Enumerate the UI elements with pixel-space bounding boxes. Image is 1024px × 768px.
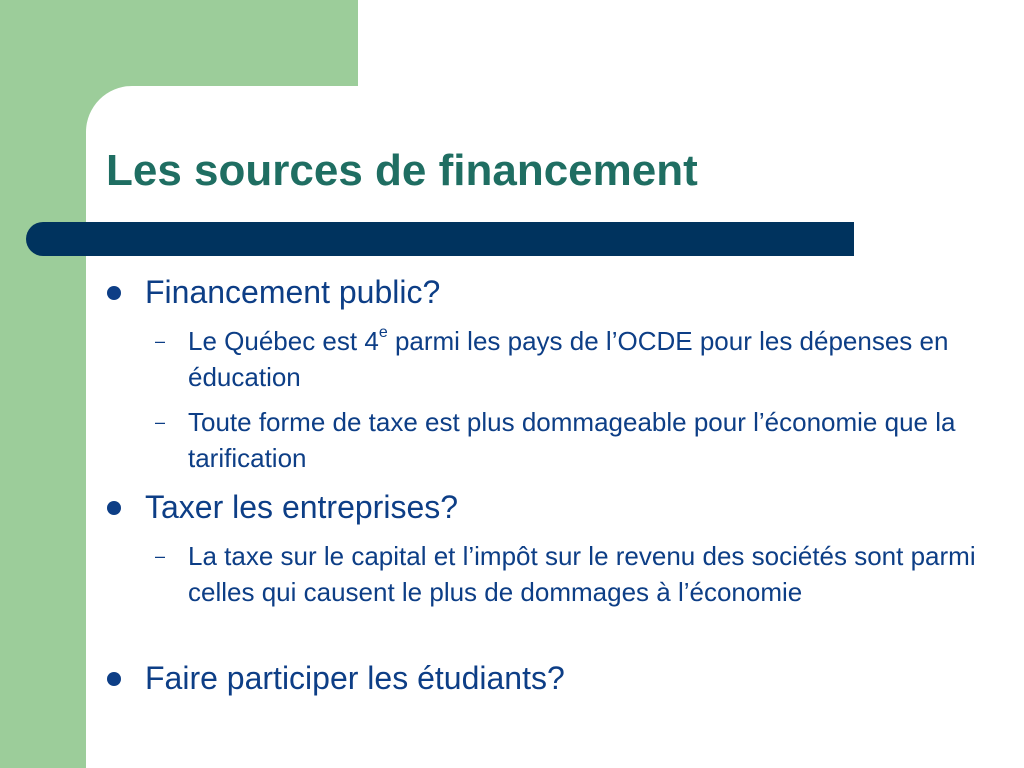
sub-bullet-text-before: Le Québec est 4	[188, 326, 379, 356]
slide-title: Les sources de financement	[106, 146, 698, 195]
sub-bullet-text: Toute forme de taxe est plus dommageable pour l’économie que la tarification	[188, 407, 956, 473]
dash-icon: –	[155, 546, 166, 566]
bullet-item-taxer-entreprises	[145, 488, 458, 526]
bullet-text: Faire participer les étudiants?	[145, 660, 565, 696]
bullet-dot-icon	[107, 672, 121, 686]
bullet-item-financement-public	[145, 273, 440, 311]
dash-icon: –	[155, 412, 166, 432]
bullet-text: Financement public?	[145, 274, 441, 310]
sub-bullet-quebec-ocde	[155, 323, 998, 395]
bullet-dot-icon	[107, 286, 121, 300]
bullet-dot-icon	[107, 501, 121, 515]
sub-bullet-taxe-tarification	[155, 404, 998, 476]
sub-bullet-text-after: parmi les pays de l’OCDE pour les dépenses en éducation	[188, 326, 949, 392]
ordinal-superscript: e	[378, 324, 388, 342]
sub-bullet-text: La taxe sur le capital et l’impôt sur le revenu des sociétés sont parmi celles qui causent le plus de dommages à l’économie	[188, 541, 976, 607]
dash-icon: –	[155, 331, 166, 351]
bullet-item-faire-participer	[145, 659, 565, 697]
bullet-text: Taxer les entreprises?	[145, 489, 459, 525]
sub-bullet-taxe-capital	[155, 538, 998, 610]
